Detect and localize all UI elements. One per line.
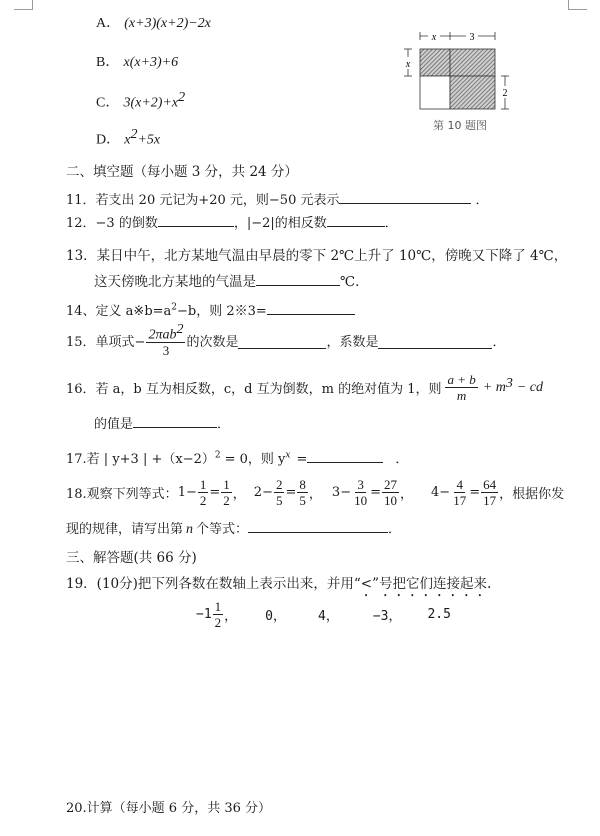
q18-denominator: 2 xyxy=(223,493,230,508)
q16-answer-blank[interactable] xyxy=(133,415,217,428)
q19-emphasis: “<”号把它们连接起来 xyxy=(353,576,488,592)
dim-left-x: x xyxy=(405,59,411,70)
q18-comma: ， xyxy=(232,487,246,502)
q18-minus: − xyxy=(262,485,273,500)
q11-answer-blank[interactable] xyxy=(339,191,471,204)
q17-part-b: = 0，则 y xyxy=(224,452,286,467)
number-1-fraction xyxy=(213,599,224,630)
q11-end: ． xyxy=(475,193,489,208)
question-15 xyxy=(66,322,506,358)
q12-blank-2[interactable] xyxy=(327,214,385,227)
q18-fraction-right xyxy=(481,477,498,508)
q11-text: 11．若支出 20 元记为+20 元，则−50 元表示 xyxy=(66,193,340,208)
question-20: 20.计算（每小题 6 分，共 36 分） xyxy=(66,801,272,816)
q18-equation xyxy=(254,477,322,508)
square-top-right xyxy=(450,49,495,76)
q18-fraction-right xyxy=(297,477,308,508)
option-a xyxy=(96,12,211,32)
q18-minus: − xyxy=(185,485,197,500)
question-13-line2 xyxy=(94,270,369,290)
q18-answer-blank[interactable] xyxy=(248,520,388,533)
q16-end: ． xyxy=(217,417,231,432)
q13-text: 这天傍晚北方某地的气温是 xyxy=(94,274,256,290)
q17-exponent-1: 2 xyxy=(214,450,221,461)
q18-fraction-left xyxy=(198,477,209,508)
square-bottom-right xyxy=(450,76,495,109)
question-19 xyxy=(66,572,491,600)
number-2: 0， xyxy=(265,609,286,624)
q17-exponent-2: x xyxy=(285,450,291,461)
dim-top-3: 3 xyxy=(469,32,475,43)
question-12 xyxy=(66,212,398,231)
q18-denominator: 5 xyxy=(299,493,306,508)
question-18-line2 xyxy=(66,518,401,538)
q15-blank-2[interactable] xyxy=(378,336,492,349)
q18-denominator: 10 xyxy=(354,493,368,508)
q18-numerator: 1 xyxy=(223,477,230,492)
q16-denominator: m xyxy=(456,388,467,403)
q18-numerator: 8 xyxy=(299,477,306,492)
q15-part-b: 的次数是 xyxy=(186,334,239,350)
q12-part-a: 12．−3 的倒数 xyxy=(66,216,158,231)
question-16-line2 xyxy=(94,413,230,432)
q18-numerator: 4 xyxy=(456,477,463,492)
q13-answer-blank[interactable] xyxy=(256,273,340,286)
option-b-expr: x(x+3)+6 xyxy=(123,55,179,70)
question-14 xyxy=(66,300,355,319)
square-bottom-left xyxy=(420,76,450,109)
number-1-numerator: 1 xyxy=(214,599,222,614)
q18-equals: = xyxy=(209,485,221,500)
question-16-line1 xyxy=(66,372,543,403)
q18-fraction-left xyxy=(274,477,285,508)
q18-equals: = xyxy=(370,485,381,500)
option-b xyxy=(96,51,178,71)
q18-n: n xyxy=(186,522,194,537)
q18-whole: 1 xyxy=(177,485,186,500)
q12-end: ． xyxy=(384,216,398,231)
q18-numerator: 1 xyxy=(199,477,207,492)
q17-end: ． xyxy=(395,452,409,467)
q18-whole: 2 xyxy=(253,485,263,500)
q14-part-b: −b，则 2※3= xyxy=(177,304,267,319)
q18-denominator: 5 xyxy=(275,493,283,508)
corner-mark-top-right xyxy=(568,0,587,10)
q18-equations xyxy=(178,477,499,508)
q15-fraction xyxy=(146,322,185,358)
number-1-whole: −1 xyxy=(196,607,212,622)
q13-end: ℃． xyxy=(340,274,369,290)
option-c-expr: 3(x+2)+x xyxy=(123,95,179,111)
q15-numerator: 2πab xyxy=(148,327,177,343)
q18-whole: 3 xyxy=(331,485,341,500)
option-c xyxy=(96,90,185,111)
option-d-tail: +5x xyxy=(137,132,161,148)
q17-part-c: = xyxy=(296,452,308,467)
number-5: 2.5 xyxy=(427,607,451,622)
q16-line2-text: 的值是 xyxy=(94,417,134,432)
q12-part-b: ，|−2|的相反数 xyxy=(233,216,327,231)
q18-fraction-left xyxy=(352,477,369,508)
q18-denominator: 2 xyxy=(199,493,207,508)
q18-tail: ，根据你发 xyxy=(499,487,565,502)
q15-end: ． xyxy=(492,334,506,350)
q18-numerator: 64 xyxy=(483,477,497,492)
q15-blank-1[interactable] xyxy=(238,336,326,349)
dim-right-2: 2 xyxy=(502,88,508,99)
q14-answer-blank[interactable] xyxy=(267,302,355,315)
q18-equation xyxy=(178,477,246,508)
q19-end: . xyxy=(487,576,492,592)
q16-fraction xyxy=(445,372,477,403)
option-d xyxy=(96,127,160,148)
q18-fraction-left xyxy=(451,477,468,508)
q18-minus: − xyxy=(439,485,451,500)
number-1-denominator: 2 xyxy=(214,615,222,630)
q18-line2-text-b: 个等式： xyxy=(196,522,249,537)
q18-line2-text: 现的规律，请写出第 xyxy=(66,522,184,537)
q16-tail-b: − cd xyxy=(516,379,543,395)
q18-end: ． xyxy=(388,522,402,537)
q18-intro: 18.观察下列等式： xyxy=(66,487,178,502)
q18-whole: 4 xyxy=(431,485,440,500)
q15-denominator: 3 xyxy=(162,343,170,359)
option-b-letter: B． xyxy=(96,55,120,70)
number-1-comma: ， xyxy=(224,609,238,624)
corner-mark-top-left xyxy=(14,0,33,10)
q18-numerator: 27 xyxy=(384,477,397,492)
q15-part-a: 15．单项式− xyxy=(66,334,146,350)
option-d-exponent: 2 xyxy=(130,127,138,142)
q15-part-c: ，系数是 xyxy=(326,334,379,350)
option-c-letter: C． xyxy=(96,95,120,111)
q16-tail-a: + m xyxy=(482,379,506,395)
q18-fraction-right xyxy=(382,477,399,508)
figure-caption: 第 10 题图 xyxy=(433,119,487,132)
q14-exponent: 2 xyxy=(171,302,178,313)
q18-equation xyxy=(431,477,499,508)
option-c-exponent: 2 xyxy=(178,90,186,105)
q18-comma: ， xyxy=(308,487,322,502)
option-a-expr: (x+3)(x+2)−2x xyxy=(124,16,211,31)
number-3: 4， xyxy=(318,609,339,624)
number-4: −3， xyxy=(372,609,402,624)
square-top-left xyxy=(420,49,450,76)
option-d-expr: x xyxy=(124,132,131,148)
q18-equals: = xyxy=(469,485,481,500)
dim-top-x: x xyxy=(431,32,437,43)
q18-comma: ， xyxy=(400,487,414,502)
q18-equals: = xyxy=(285,485,297,500)
question-13-line1: 13．某日中午，北方某地气温由早晨的零下 2℃上升了 10℃，傍晚又下降了 4℃， xyxy=(66,248,568,264)
q18-denominator: 10 xyxy=(384,493,397,508)
figure-10 xyxy=(398,28,518,138)
q18-numerator: 3 xyxy=(357,477,364,492)
q14-part-a: 14、定义 a※b=a xyxy=(66,304,172,319)
q16-text: 16．若 a，b 互为相反数，c，d 互为倒数，m 的绝对值为 1，则 xyxy=(66,382,442,397)
q18-denominator: 17 xyxy=(453,493,467,508)
q19-prefix: 19．(10分)把下列各数在数轴上表示出来，并用 xyxy=(66,576,354,592)
q15-numerator-exponent: 2 xyxy=(176,322,184,337)
q18-numerator: 2 xyxy=(275,477,283,492)
q18-denominator: 17 xyxy=(483,493,497,508)
q18-equation xyxy=(332,477,413,508)
q12-blank-1[interactable] xyxy=(158,214,234,227)
section-2-title: 二、填空题（每小题 3 分，共 24 分） xyxy=(66,164,298,180)
q16-tail-exponent: 3 xyxy=(505,376,513,391)
section-3-title: 三、解答题(共 66 分) xyxy=(66,550,197,566)
q16-numerator: a + b xyxy=(447,372,476,387)
option-d-letter: D． xyxy=(96,132,121,148)
q17-answer-blank[interactable] xyxy=(307,450,383,463)
q18-fraction-right xyxy=(221,477,232,508)
question-18-line1 xyxy=(66,477,564,508)
question-17 xyxy=(66,448,408,467)
q18-minus: − xyxy=(340,485,352,500)
question-11 xyxy=(66,189,489,208)
option-a-letter: A． xyxy=(96,16,121,31)
q17-part-a: 17.若 | y+3 | +（x−2） xyxy=(66,452,215,467)
numbers-row xyxy=(196,599,451,630)
